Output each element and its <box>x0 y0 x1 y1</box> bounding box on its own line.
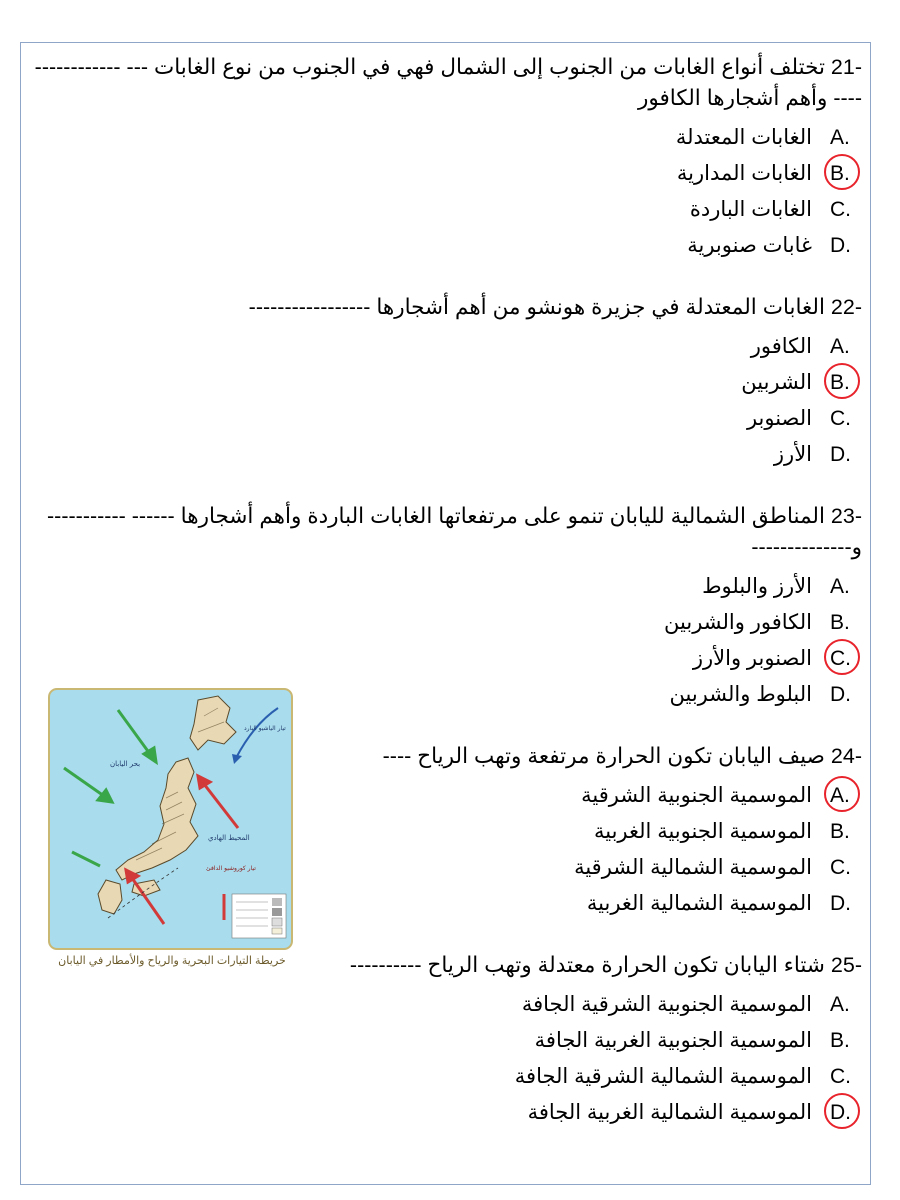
question-body: شتاء اليابان تكون الحرارة معتدلة وتهب الرياح ---------- <box>349 953 825 977</box>
option-letter: A. <box>826 778 862 814</box>
question-body: صيف اليابان تكون الحرارة مرتفعة وتهب الرياح ---- <box>382 744 825 768</box>
option-letter: D. <box>830 892 851 915</box>
option-text: الشربين <box>741 371 812 394</box>
option-text: الغابات المدارية <box>676 162 812 185</box>
quiz-content <box>32 52 862 1131</box>
option-text: البلوط والشربين <box>669 683 812 706</box>
option-d[interactable] <box>32 1095 862 1131</box>
option-letter: A. <box>830 335 850 358</box>
option-letter: B. <box>830 611 850 634</box>
option-letter: A. <box>830 993 850 1016</box>
question-body: تختلف أنواع الغابات من الجنوب إلى الشمال فهي في الجنوب من نوع الغابات --- ---------------- وأهم أشجارها الكافور <box>34 55 862 110</box>
option-d[interactable] <box>32 228 862 264</box>
option-text: الموسمية الشمالية الشرقية <box>574 856 812 879</box>
option-letter: D. <box>830 234 851 257</box>
answer-circle <box>824 363 860 399</box>
option-text: الكافور والشربين <box>664 611 812 634</box>
question-number: 21- <box>830 55 862 79</box>
answer-circle <box>824 639 860 675</box>
question-text <box>32 292 862 323</box>
label-sea-japan: بحر اليابان <box>110 760 141 768</box>
question-text <box>32 52 862 114</box>
map-caption: خريطة التيارات البحرية والرياح والأمطار في اليابان <box>58 955 286 967</box>
option-letter: D. <box>830 683 851 706</box>
option-text: الموسمية الشمالية الغربية الجافة <box>527 1101 812 1124</box>
label-cold-current: تيار الياشيو البارد <box>244 725 286 732</box>
question-22 <box>32 292 862 473</box>
option-text: الموسمية الجنوبية الشرقية <box>581 784 812 807</box>
question-number: 24- <box>830 744 862 768</box>
option-letter: C. <box>830 198 851 221</box>
question-21 <box>32 52 862 264</box>
option-b[interactable] <box>32 365 862 401</box>
option-text: الأرز والبلوط <box>702 575 812 598</box>
option-c[interactable] <box>32 1059 862 1095</box>
option-b[interactable] <box>32 1023 862 1059</box>
question-body: الغابات المعتدلة في جزيرة هونشو من أهم أشجارها ----------------- <box>248 295 825 319</box>
option-a[interactable] <box>32 569 862 605</box>
options-list <box>32 329 862 473</box>
option-text: الصنوبر <box>746 407 812 430</box>
option-text: غابات صنوبرية <box>687 234 812 257</box>
option-c[interactable] <box>32 192 862 228</box>
question-number: 23- <box>830 504 862 528</box>
label-warm-current: تيار كوروشيو الدافئ <box>206 865 256 872</box>
option-letter: D. <box>830 443 851 466</box>
answer-circle <box>824 1093 860 1129</box>
option-letter: C. <box>830 856 851 879</box>
option-letter: C. <box>830 1065 851 1088</box>
option-letter: B. <box>826 156 862 192</box>
option-a[interactable] <box>32 987 862 1023</box>
option-letter: A. <box>830 126 850 149</box>
option-text: الموسمية الشمالية الغربية <box>586 892 812 915</box>
option-letter: B. <box>830 820 850 843</box>
option-letter: B. <box>830 1029 850 1052</box>
question-number: 25- <box>830 953 862 977</box>
option-text: الموسمية الجنوبية الشرقية الجافة <box>521 993 812 1016</box>
option-letter: A. <box>830 575 850 598</box>
options-list <box>32 120 862 264</box>
option-a[interactable] <box>32 120 862 156</box>
option-text: الصنوبر والأرز <box>692 647 812 670</box>
option-text: الموسمية الجنوبية الغربية الجافة <box>534 1029 812 1052</box>
question-25 <box>32 950 862 1131</box>
question-23 <box>32 501 862 713</box>
option-letter: C. <box>830 407 851 430</box>
option-d[interactable] <box>32 437 862 473</box>
japan-map <box>48 688 293 950</box>
options-list <box>32 987 862 1131</box>
option-text: الكافور <box>750 335 812 358</box>
question-body: المناطق الشمالية لليابان تنمو على مرتفعاتها الغابات الباردة وأهم أشجارها ------ ----------- و-------------- <box>47 504 862 559</box>
option-a[interactable] <box>32 329 862 365</box>
option-text: الموسمية الجنوبية الغربية <box>593 820 812 843</box>
label-pacific-ocean: المحيط الهادي <box>208 834 250 842</box>
answer-circle <box>824 776 860 812</box>
question-text <box>32 501 862 563</box>
option-text: الغابات المعتدلة <box>675 126 812 149</box>
question-number: 22- <box>830 295 862 319</box>
option-letter: B. <box>826 365 862 401</box>
option-b[interactable] <box>32 156 862 192</box>
answer-circle <box>824 154 860 190</box>
option-text: الأرز <box>773 443 812 466</box>
option-text: الموسمية الشمالية الشرقية الجافة <box>514 1065 812 1088</box>
option-c[interactable] <box>32 641 862 677</box>
option-c[interactable] <box>32 401 862 437</box>
option-text: الغابات الباردة <box>689 198 812 221</box>
option-b[interactable] <box>32 605 862 641</box>
option-letter: C. <box>826 641 862 677</box>
option-letter: D. <box>826 1095 862 1131</box>
